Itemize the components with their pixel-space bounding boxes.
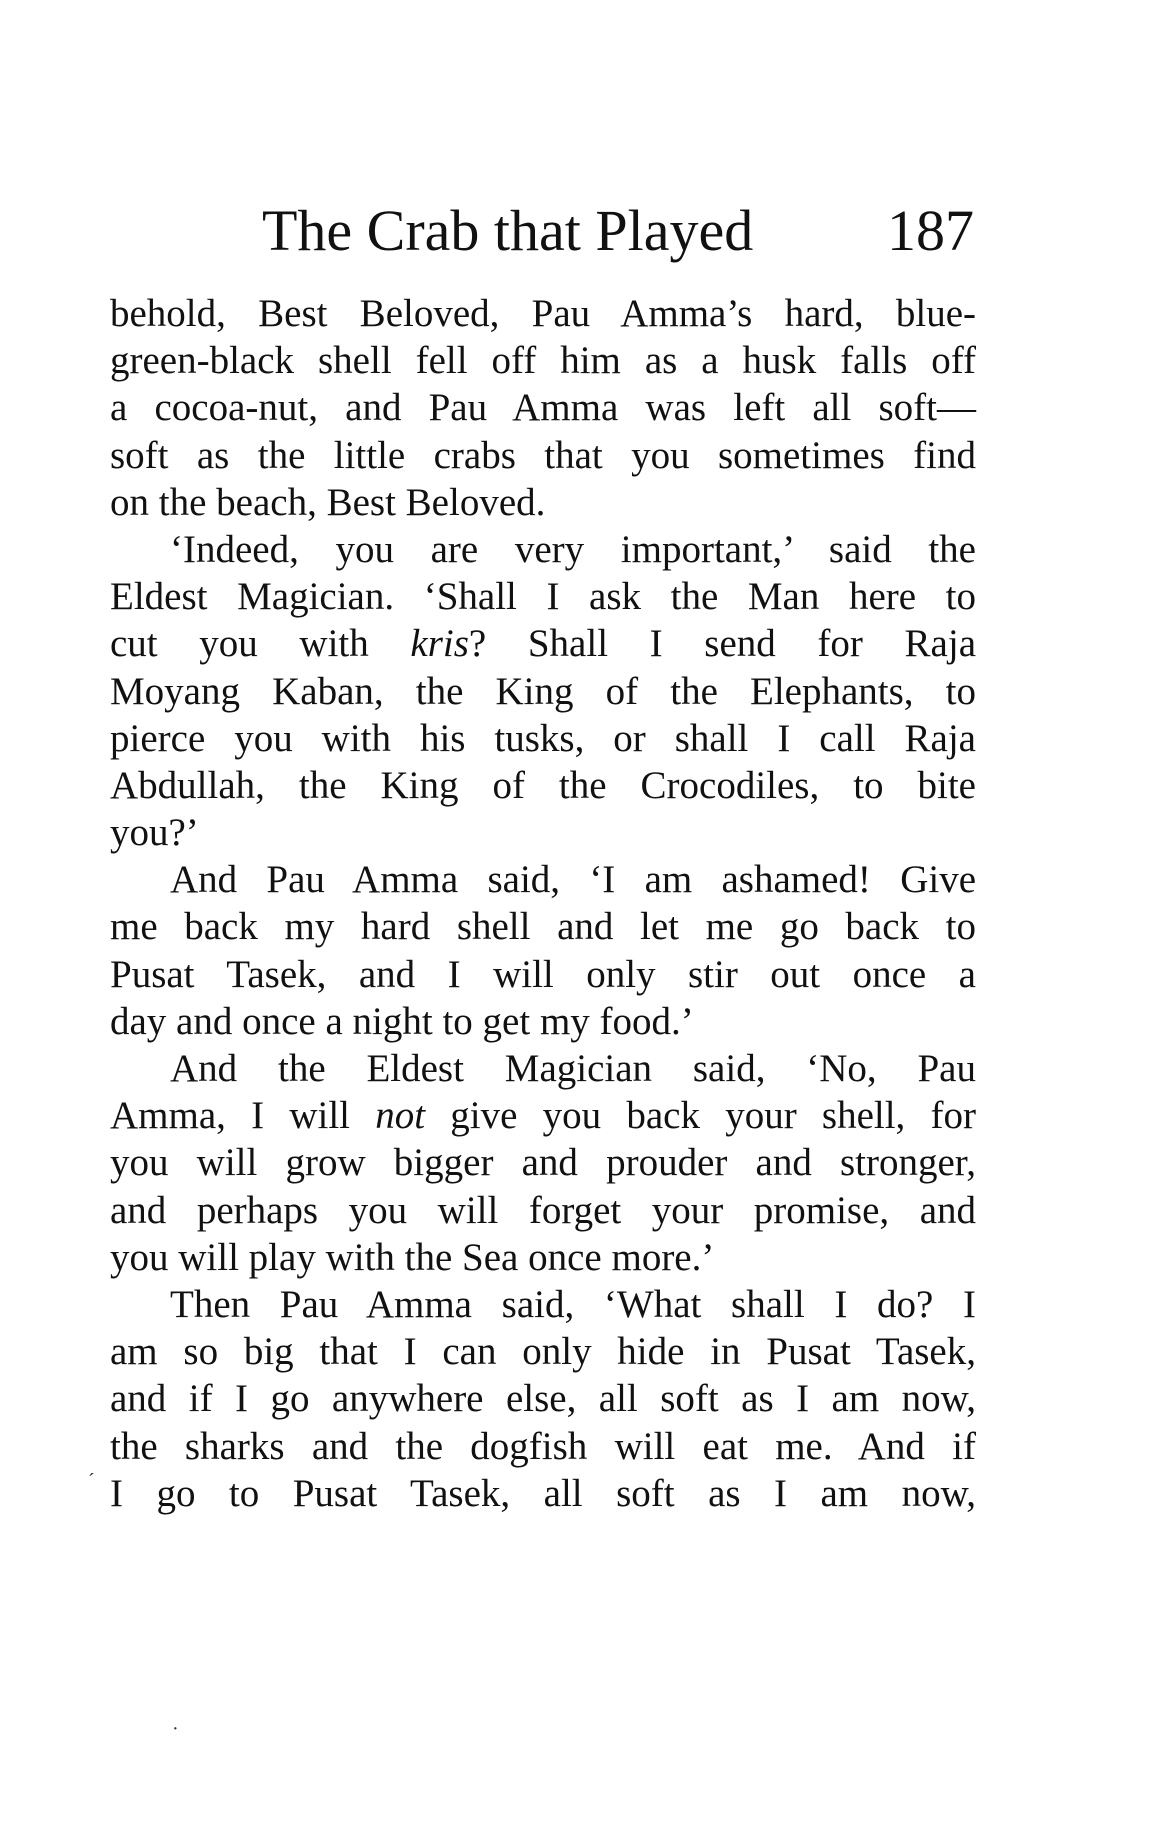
text-line: am so big that I can only hide in Pusat Tasek, xyxy=(110,1330,976,1374)
text-line: Moyang Kaban, the King of the Elephants, to xyxy=(110,669,976,713)
text-line: behold, Best Beloved, Pau Amma’s hard, blue- xyxy=(110,292,976,335)
text-segment: ? Shall I send for Raja xyxy=(468,622,976,666)
body-text xyxy=(110,290,976,1517)
text-line: and perhaps you will forget your promise, and xyxy=(110,1188,976,1232)
text-line: on the beach, Best Beloved. xyxy=(110,480,546,524)
text-line: me back my hard shell and let me go back to xyxy=(110,905,976,949)
text-segment: give you back your shell, for xyxy=(450,1094,977,1138)
text-line: Pusat Tasek, and I will only stir out once a xyxy=(110,952,976,996)
running-head xyxy=(262,196,974,266)
italic-word: kris xyxy=(410,622,469,666)
text-line: And the Eldest Magician said, ‘No, Pau xyxy=(170,1047,976,1090)
text-line: you will grow bigger and prouder and stronger, xyxy=(110,1141,976,1185)
text-line: Eldest Magician. ‘Shall I ask the Man here to xyxy=(110,575,976,619)
text-line: Abdullah, the King of the Crocodiles, to bite xyxy=(110,763,976,807)
text-line: day and once a night to get my food.’ xyxy=(110,999,694,1043)
text-line: green-black shell fell off him as a husk falls off xyxy=(110,339,976,383)
text-line: And Pau Amma said, ‘I am ashamed! Give xyxy=(170,858,976,902)
text-line: and if I go anywhere else, all soft as I am now, xyxy=(110,1377,976,1421)
text-line xyxy=(110,1092,976,1139)
text-segment: cut you with xyxy=(110,622,369,666)
text-line: soft as the little crabs that you sometimes find xyxy=(110,433,976,477)
running-head-title: The Crab that Played xyxy=(262,198,754,263)
margin-tick-mark: ˊ xyxy=(88,1470,95,1492)
text-line: I go to Pusat Tasek, all soft as I am now, xyxy=(110,1471,976,1515)
text-line: Then Pau Amma said, ‘What shall I do? I xyxy=(170,1282,976,1326)
text-line xyxy=(110,620,976,667)
text-line: pierce you with his tusks, or shall I call Raja xyxy=(110,716,976,760)
italic-word: not xyxy=(375,1094,426,1138)
text-line: ‘Indeed, you are very important,’ said the xyxy=(170,527,976,571)
page-number: 187 xyxy=(887,198,974,263)
margin-dot-mark: · xyxy=(172,1718,179,1740)
text-line: the sharks and the dogfish will eat me. And if xyxy=(110,1424,976,1468)
text-segment: Amma, I will xyxy=(110,1094,350,1138)
text-line: you?’ xyxy=(110,811,199,855)
text-line: you will play with the Sea once more.’ xyxy=(110,1235,715,1279)
text-line: a cocoa-nut, and Pau Amma was left all soft— xyxy=(110,386,976,430)
